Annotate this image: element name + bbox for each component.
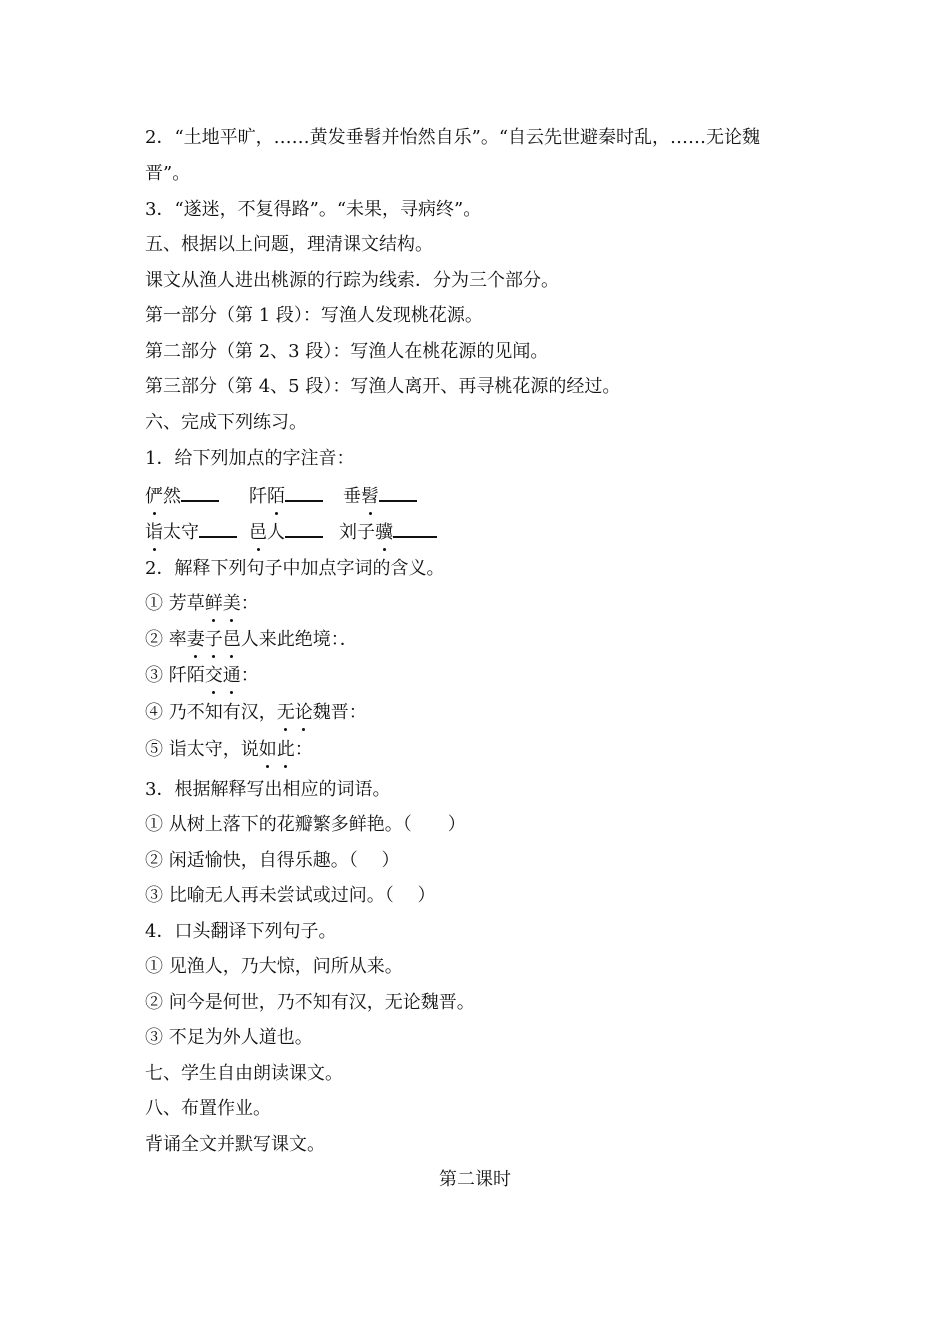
- text-run: ③ 阡陌: [145, 665, 205, 686]
- dotted-char: 俨: [145, 486, 163, 507]
- section-heading: 七、学生自由朗读课文。: [145, 1063, 343, 1084]
- text-line: ② 闲适愉快，自得乐趣。（ ）: [145, 850, 400, 871]
- plain-char: 刘子: [339, 522, 375, 543]
- dotted-char: 交: [204, 665, 223, 686]
- explain-item: [145, 628, 358, 652]
- text-run: ⑤ 诣太守，说: [145, 739, 259, 760]
- plain-char: 垂: [343, 486, 361, 507]
- text-line: 背诵全文并默写课文。: [145, 1134, 325, 1155]
- plain-char: 人: [267, 522, 285, 543]
- text-line: 第二部分（第 2、3 段）：写渔人在桃花源的见闻。: [145, 341, 549, 362]
- text-run: 魏晋：: [312, 702, 367, 723]
- text-line: 4．口头翻译下列句子。: [145, 921, 337, 942]
- answer-blank[interactable]: [285, 518, 323, 538]
- answer-blank[interactable]: [393, 518, 437, 538]
- answer-blank[interactable]: [379, 482, 417, 502]
- text-run: ：: [240, 593, 259, 614]
- dotted-char: 无: [276, 702, 295, 723]
- dotted-char: 此: [276, 739, 295, 760]
- text-line: 3．根据解释写出相应的词语。: [145, 779, 391, 800]
- dotted-char: 子: [204, 629, 223, 650]
- answer-blank[interactable]: [285, 482, 323, 502]
- text-line: ① 从树上落下的花瓣繁多鲜艳。（ ）: [145, 814, 466, 835]
- dotted-char: 美: [222, 593, 241, 614]
- section-title: 第二课时: [439, 1169, 511, 1190]
- dotted-char: 论: [294, 702, 313, 723]
- text-run: ：: [294, 739, 313, 760]
- answer-blank[interactable]: [181, 482, 219, 502]
- explain-item: [145, 592, 259, 616]
- section-heading: 六、完成下列练习。: [145, 412, 307, 433]
- text-run: ① 芳草: [145, 593, 205, 614]
- dotted-char: 通: [222, 665, 241, 686]
- text-run: ② 率: [145, 629, 187, 650]
- dotted-char: 如: [258, 739, 277, 760]
- explain-item: [145, 664, 259, 688]
- text-line: 第一部分（第 1 段）：写渔人发现桃花源。: [145, 305, 483, 326]
- text-line: 1．给下列加点的字注音：: [145, 448, 355, 469]
- dotted-char: 鲜: [204, 593, 223, 614]
- section-heading: 八、布置作业。: [145, 1098, 271, 1119]
- explain-item: [145, 701, 367, 725]
- dotted-char: 骥: [375, 522, 393, 543]
- text-line: 2．“土地平旷，……黄发垂髫并怡然自乐”。“自云先世避秦时乱，……无论魏: [145, 127, 761, 148]
- plain-char: 太守: [163, 522, 199, 543]
- text-line: 2．解释下列句子中加点字词的含义。: [145, 558, 445, 579]
- pinyin-row: [145, 518, 437, 545]
- text-run: ：: [240, 665, 259, 686]
- dotted-char: 诣: [145, 522, 163, 543]
- text-line: ② 问今是何世，乃不知有汉，无论魏晋。: [145, 992, 475, 1013]
- explain-item: [145, 738, 313, 762]
- pinyin-row: [145, 482, 417, 509]
- plain-char: 然: [163, 486, 181, 507]
- text-line: 3．“遂迷，不复得路”。“未果，寻病终”。: [145, 199, 482, 220]
- text-line: 第三部分（第 4、5 段）：写渔人离开、再寻桃花源的经过。: [145, 376, 621, 397]
- text-line: ① 见渔人，乃大惊，问所从来。: [145, 956, 403, 977]
- dotted-char: 陌: [267, 486, 285, 507]
- plain-char: 阡: [249, 486, 267, 507]
- text-run: 人来此绝境：．: [240, 629, 358, 650]
- text-line: 课文从渔人进出桃源的行踪为线索．分为三个部分。: [145, 270, 559, 291]
- text-line: ③ 比喻无人再未尝试或过问。（ ）: [145, 885, 436, 906]
- dotted-char: 邑: [222, 629, 241, 650]
- text-run: ④ 乃不知有汉，: [145, 702, 277, 723]
- section-heading: 五、根据以上问题，理清课文结构。: [145, 234, 433, 255]
- dotted-char: 髫: [361, 486, 379, 507]
- text-line: 晋”。: [145, 163, 191, 184]
- answer-blank[interactable]: [199, 518, 237, 538]
- dotted-char: 妻: [186, 629, 205, 650]
- dotted-char: 邑: [249, 522, 267, 543]
- text-line: ③ 不足为外人道也。: [145, 1027, 313, 1048]
